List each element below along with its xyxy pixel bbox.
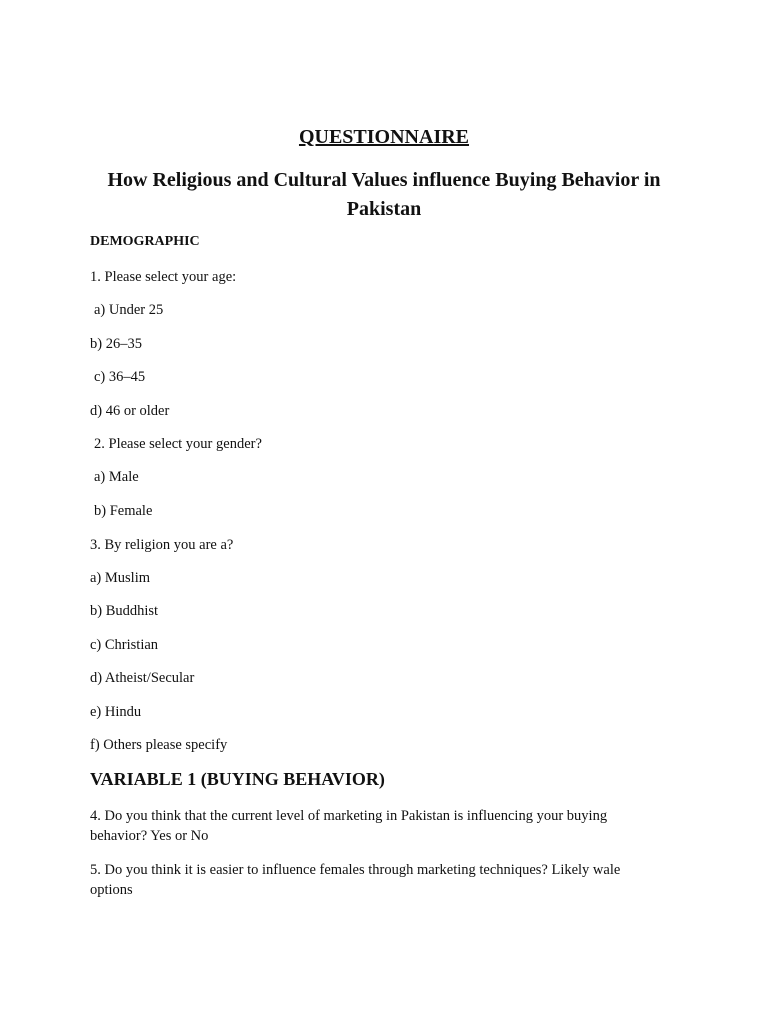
- question-1-option-b: b) 26–35: [90, 336, 142, 352]
- question-2-option-b: b) Female: [94, 503, 153, 519]
- question-1: 1. Please select your age:: [90, 269, 237, 285]
- demographic-heading: DEMOGRAPHIC: [90, 234, 200, 249]
- question-1-option-c: c) 36–45: [94, 369, 146, 385]
- variable-1-heading: VARIABLE 1 (BUYING BEHAVIOR): [90, 769, 385, 789]
- question-4: 4. Do you think that the current level of marketing in Pakistan is influencing your buying behavior? Yes or No: [90, 808, 608, 844]
- question-3-option-a: a) Muslim: [90, 570, 151, 586]
- question-2-option-a: a) Male: [94, 469, 139, 485]
- question-3-option-b: b) Buddhist: [90, 603, 159, 619]
- question-3-option-c: c) Christian: [90, 637, 159, 653]
- question-1-option-d: d) 46 or older: [90, 403, 170, 419]
- question-3-option-e: e) Hindu: [90, 704, 142, 720]
- document-subtitle: How Religious and Cultural Values influence Buying Behavior in Pakistan: [107, 169, 661, 220]
- question-2: 2. Please select your gender?: [94, 436, 262, 452]
- question-3-option-d: d) Atheist/Secular: [90, 670, 195, 686]
- question-3: 3. By religion you are a?: [90, 537, 234, 553]
- question-5: 5. Do you think it is easier to influence females through marketing techniques? Likely wale options: [90, 862, 621, 898]
- document-title: QUESTIONNAIRE: [298, 126, 470, 148]
- question-3-option-f: f) Others please specify: [90, 737, 228, 753]
- question-1-option-a: a) Under 25: [94, 302, 164, 318]
